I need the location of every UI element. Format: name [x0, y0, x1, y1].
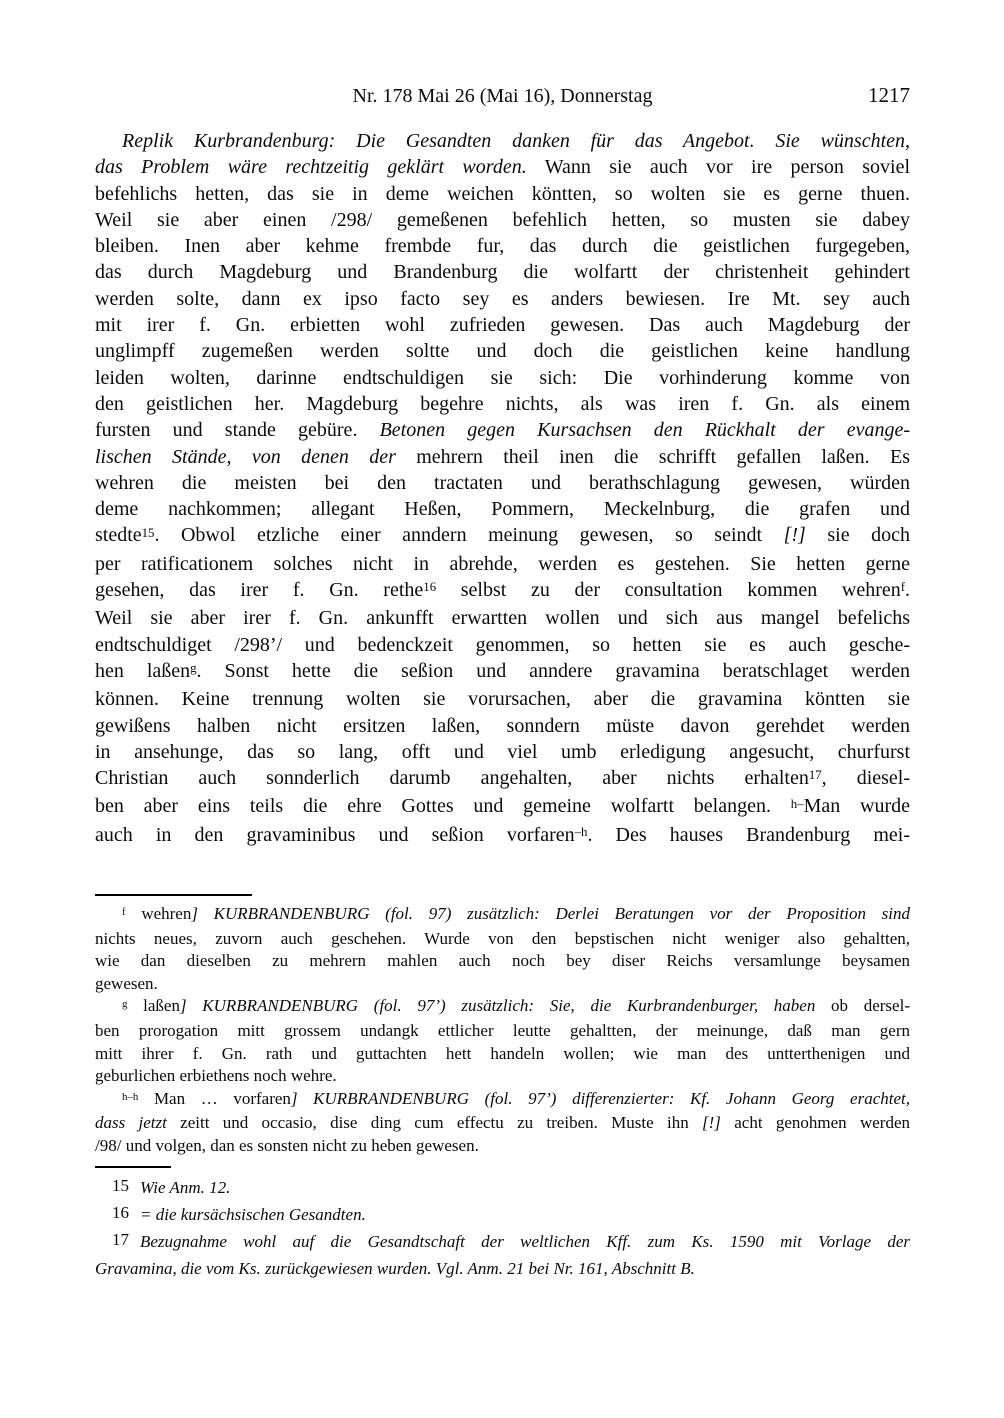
text-segment: Wie Anm. 12. — [140, 1177, 231, 1197]
text-segment: , diesel- — [821, 767, 911, 790]
text-line — [95, 154, 910, 180]
footnote-marker: f — [900, 580, 905, 595]
text-line — [95, 286, 910, 312]
text-segment: bleiben. Inen aber kehme frembde fur, das durch die geistlichen furgegeben, — [95, 235, 910, 258]
text-segment: endtschuldiget /298’/ und bedenckzeit genommen, so hetten sie es auch gesche- — [95, 633, 910, 656]
text-line — [95, 713, 910, 739]
running-title: Nr. 178 Mai 26 (Mai 16), Donnerstag — [352, 85, 653, 107]
text-line — [95, 496, 910, 522]
text-segment: werden solte, dann ex ipso facto sey es anders bewiesen. Ire Mt. sey auch — [95, 287, 910, 310]
text-segment: mehrern theil inen die schrifft gefallen laßen. Es — [416, 445, 911, 468]
text-segment: in ansehunge, das so lang, offt und viel umb erledigung angesucht, churfurst — [95, 740, 910, 763]
text-segment: wehren — [125, 904, 192, 924]
text-line — [95, 312, 910, 338]
text-line — [95, 1135, 910, 1158]
text-segment: sie doch — [805, 524, 910, 547]
footnote-marker: 17 — [808, 768, 822, 783]
text-segment: ] KURBRANDENBURG (fol. 97) zusätzlich: Derlei Beratungen vor der Proposition sind — [191, 904, 911, 924]
text-segment: Bezugnahme wohl auf die Gesandtschaft der weltlichen Kff. zum Ks. 1590 mit Vorlage der — [140, 1231, 910, 1251]
footnote-marker: 16 — [423, 580, 437, 595]
text-segment: . Des hauses Brandenburg mei- — [587, 823, 910, 846]
text-line — [95, 1174, 910, 1201]
text-line — [95, 793, 910, 821]
text-segment: Replik Kurbrandenburg: Die Gesandten danken für das Angebot. Sie wünschten, — [122, 130, 910, 152]
text-line — [95, 577, 910, 605]
text-segment: ben prorogation mitt grossem undangk ettlicher leutte gehaltten, der meinunge, daß man gern — [95, 1020, 910, 1040]
text-segment: Betonen gegen Kursachsen den Rückhalt der evange- — [379, 419, 911, 442]
main-text — [95, 128, 910, 850]
text-segment: /98/ und volgen, dan es sonsten nicht zu heben gewesen. — [95, 1135, 479, 1155]
text-line — [95, 973, 910, 996]
page-number: 1217 — [868, 83, 910, 107]
text-segment: geburlichen erbiethens noch wehre. — [95, 1066, 337, 1086]
text-line — [95, 391, 910, 417]
footnote-marker: 15 — [141, 525, 155, 540]
text-line — [95, 822, 910, 850]
text-line — [95, 765, 910, 793]
text-segment: ben aber eins teils die ehre Gottes und gemeine wolfartt belangen. — [95, 795, 791, 818]
text-segment: [!] — [783, 524, 806, 547]
text-line — [95, 1255, 910, 1282]
footnote-marker: h–h — [122, 1090, 139, 1103]
text-segment: das durch Magdeburg und Brandenburg die wolfartt der christenheit gehindert — [95, 261, 910, 284]
text-segment: mit irer f. Gn. erbietten wohl zufrieden gewesen. Das auch Magdeburg der — [95, 314, 910, 337]
text-segment: hen laßen — [95, 659, 191, 682]
text-segment: Weil sie aber irer f. Gn. ankunfft erwartten wollen und sich aus mangel befelichs — [95, 607, 910, 630]
text-line — [95, 950, 910, 973]
text-segment: befehlichs hetten, das sie in deme weichen köntten, so wolten sie es gerne thuen. — [95, 182, 910, 205]
text-line — [95, 739, 910, 765]
text-line — [95, 522, 910, 550]
text-segment: laßen — [127, 996, 180, 1016]
text-line — [95, 1088, 910, 1113]
text-segment: Man wurde — [803, 795, 911, 818]
text-segment: Gravamina, die vom Ks. zurückgewiesen wurden. Vgl. Anm. 21 bei Nr. 161, Abschnitt B. — [95, 1258, 695, 1278]
text-line — [95, 233, 910, 259]
text-line — [95, 928, 910, 951]
text-line — [95, 658, 910, 686]
text-line — [95, 551, 910, 577]
text-segment: stedte — [95, 524, 142, 547]
numbered-footnotes — [95, 1174, 910, 1282]
text-segment: unglimpff zugemeßen werden soltte und doch die geistlichen keine handlung — [95, 340, 910, 363]
text-line — [95, 995, 910, 1020]
text-segment: = die kursächsischen Gesandten. — [140, 1204, 366, 1224]
text-line — [95, 417, 910, 443]
text-segment: das Problem wäre rechtzeitig geklärt worden. — [95, 156, 527, 179]
text-line — [95, 1043, 910, 1066]
footnote-marker: f — [122, 905, 126, 918]
text-line — [95, 1228, 910, 1255]
text-line — [95, 365, 910, 391]
text-line — [95, 470, 910, 496]
text-segment: wehren die meisten bei den tractaten und berathschlagung gewesen, würden — [95, 471, 910, 494]
text-segment: ] KURBRANDENBURG (fol. 97’) zusätzlich: Sie, die Kurbrandenburger, haben — [179, 996, 816, 1016]
footnote-number: 16 — [112, 1202, 129, 1222]
text-segment: selbst zu der consultation kommen wehren — [436, 579, 901, 602]
text-segment: per ratificationem solches nicht in abrehde, werden es gestehen. Sie hetten gerne — [95, 552, 910, 575]
footnote-marker: g — [122, 998, 128, 1011]
text-line — [95, 259, 910, 285]
text-line — [95, 632, 910, 658]
text-segment: wie dan dieselben zu mehrern mahlen auch noch bey diser Reichs versamlunge beysamen — [95, 951, 910, 971]
footnote-marker: h– — [790, 796, 804, 811]
page-header — [95, 0, 910, 108]
footnote-marker: –h — [574, 824, 588, 839]
text-segment: fursten und stande gebüre. — [95, 419, 380, 442]
letter-footnotes — [95, 903, 910, 1158]
text-segment: gesehen, das irer f. Gn. rethe — [95, 579, 424, 602]
text-segment: können. Keine trennung wolten sie vorursachen, aber die gravamina köntten sie — [95, 688, 910, 711]
footnote-number: 17 — [112, 1229, 129, 1249]
text-segment: Weil sie aber einen /298/ gemeßenen befehlich hetten, so musten sie dabey — [95, 208, 910, 231]
text-segment: Man … vorfaren — [138, 1088, 291, 1108]
text-line — [95, 338, 910, 364]
text-line — [95, 903, 910, 928]
text-segment: . — [905, 579, 910, 602]
text-line — [95, 207, 910, 233]
text-line — [95, 605, 910, 631]
text-segment: gewißens halben nicht ersitzen laßen, sonndern müste davon gerehdet werden — [95, 714, 910, 737]
text-line — [95, 128, 910, 154]
numbered-footnote-separator — [95, 1166, 171, 1168]
footnote-number: 15 — [112, 1175, 129, 1195]
text-segment: Christian auch sonnderlich darumb angehalten, aber nichts erhalten — [95, 767, 809, 790]
text-segment: leiden wolten, darinne endtschuldigen sie sich: Die vorhinderung komme von — [95, 366, 910, 389]
text-line — [95, 1201, 910, 1228]
text-segment: gewesen. — [95, 973, 158, 993]
text-segment: mitt ihrer f. Gn. rath und guttachten hett handeln wollen; wie man des untterthenigen und — [95, 1043, 910, 1063]
text-segment: . Sonst hette die seßion und anndere gravamina beratschlaget werden — [196, 659, 910, 682]
text-line — [95, 181, 910, 207]
text-segment: acht genohmen werden — [720, 1113, 910, 1133]
text-line — [95, 1020, 910, 1043]
text-segment: nichts neues, zuvorn auch geschehen. Wurde von den bepstischen nicht weniger also gehaltten, — [95, 928, 910, 948]
text-segment: ob dersel- — [815, 996, 910, 1016]
text-segment: Wann sie auch vor ire person soviel — [526, 156, 911, 179]
text-segment: auch in den gravaminibus und seßion vorfaren — [95, 823, 575, 846]
text-segment: zeitt und occasio, dise ding cum effectu zu treiben. Muste ihn — [166, 1113, 703, 1133]
text-line — [95, 1112, 910, 1135]
text-segment: ] KURBRANDENBURG (fol. 97’) differenzierter: Kf. Johann Georg erachtet, — [290, 1088, 910, 1108]
text-segment: dass jetzt — [95, 1113, 167, 1133]
footnote-separator — [95, 894, 252, 896]
text-segment: den geistlichen her. Magdeburg begehre nichts, als was iren f. Gn. als einem — [95, 392, 910, 415]
footnote-marker: g — [190, 661, 197, 676]
text-line — [95, 444, 910, 470]
text-line — [95, 686, 910, 712]
text-segment: . Obwol etzliche einer anndern meinung gewesen, so seindt — [154, 524, 784, 547]
text-segment: [!] — [702, 1113, 721, 1133]
text-line — [95, 1065, 910, 1088]
text-segment: deme nachkommen; allegant Heßen, Pommern, Meckelnburg, die grafen und — [95, 498, 910, 521]
text-segment: lischen Stände, von denen der — [95, 445, 417, 468]
